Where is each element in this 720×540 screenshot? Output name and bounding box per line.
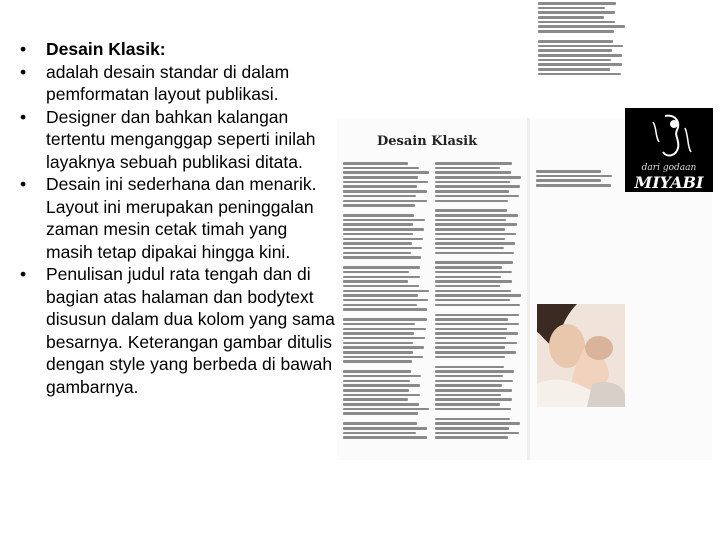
text-line [343,176,418,179]
text-line [435,238,505,241]
text-line [538,59,611,62]
text-line [435,200,508,203]
text-column [343,162,430,441]
text-line [435,342,517,345]
bullet-text: Penulisan judul rata tengah dan di bagian atas halaman dan bodytext disusun dalam dua kolom yang sama besarnya. Keterangan gambar ditulis dengan style yang berbeda di bawah gambarnya. [46,264,335,397]
text-line [343,261,430,264]
text-line [435,290,511,293]
text-line [538,30,614,33]
text-line [343,346,424,349]
text-line [343,247,422,250]
text-line [435,380,513,383]
text-line [343,204,415,207]
text-line [435,233,516,236]
text-line [435,408,511,411]
text-line [435,219,506,222]
text-line [538,63,622,66]
text-line [435,214,518,217]
bullet-text: Designer dan bahkan kalangan tertentu menganggap seperti inilah layaknya sebuah publikasi ditata. [46,106,316,172]
text-line [435,190,509,193]
text-line [435,247,504,250]
text-line [343,342,413,345]
text-line [343,200,427,203]
text-line [538,49,612,52]
text-line [435,318,508,321]
text-line [343,162,408,165]
text-line [435,332,518,335]
text-line [435,185,520,188]
text-line [343,280,408,283]
text-line [343,252,411,255]
text-line [435,412,522,415]
text-line [435,323,519,326]
text-line [435,304,520,307]
logo-graphic [625,108,713,192]
text-line [343,427,427,430]
text-line [343,228,424,231]
logo-tagline: dari godaan [641,163,697,173]
text-line [435,223,517,226]
text-line [538,11,615,14]
text-line [435,436,508,439]
text-line [343,328,426,331]
text-line [343,384,420,387]
text-line [343,233,413,236]
text-line [435,228,505,231]
text-line [343,360,412,363]
text-line [435,427,509,430]
text-line [435,375,503,378]
text-line [343,351,413,354]
text-line [435,351,516,354]
text-line [435,432,519,435]
text-line [343,412,418,415]
text-line [435,162,512,165]
text-line [343,190,427,193]
text-line [343,308,427,311]
text-line [343,290,429,293]
bullet-item-layout [18,263,338,398]
text-line [435,389,512,392]
text-line [343,266,420,269]
text-line [343,380,410,383]
bullet-text: Desain ini sederhana dan menarik. Layout ini merupakan peninggalan zaman mesin cetak timah yang masih tetap dipakai hingga kini. [46,174,317,262]
bullet-item-definition [18,61,338,106]
text-line [343,408,429,411]
text-line [435,356,505,359]
text-line [435,403,500,406]
text-line [435,167,500,170]
bullet-text: Desain Klasik: [46,39,166,59]
text-line [538,21,615,24]
bullet-icon: • [20,39,27,59]
bullet-icon: • [20,174,27,194]
text-line [435,346,505,349]
text-line [435,209,507,212]
text-line [343,214,414,217]
text-line [343,238,423,241]
text-line [343,318,427,321]
text-line [343,337,425,340]
text-line [536,184,611,187]
text-line [435,398,512,401]
text-line [343,375,421,378]
text-line [343,323,415,326]
bullet-icon: • [20,61,27,82]
text-line [435,276,501,279]
text-line [435,422,520,425]
text-line [435,271,512,274]
text-line [343,223,413,226]
text-line [435,299,510,302]
text-line [343,365,430,368]
text-line [343,195,416,198]
text-line [343,356,423,359]
text-line [435,195,519,198]
text-line [536,170,601,173]
mother-baby-photo [537,304,625,407]
text-line [435,285,500,288]
text-line [538,40,613,43]
text-column [435,162,522,441]
text-line [435,171,511,174]
text-line [343,271,409,274]
text-line [343,185,417,188]
bullet-item-designer [18,106,338,174]
text-line [435,242,515,245]
text-line [343,276,420,279]
page-title: Desain Klasik [377,134,478,149]
text-line [538,35,626,38]
text-line [435,261,513,264]
text-line [435,394,501,397]
text-line [343,181,428,184]
text-line [538,45,623,48]
text-line [343,219,425,222]
logo-wordmark: MIYABI [634,173,704,192]
text-line [435,314,519,317]
bullet-text: adalah desain standar di dalam pemformatan layout publikasi. [46,61,290,104]
photo-image [537,304,625,407]
text-line [435,370,514,373]
text-line [343,209,430,212]
text-line [538,73,621,76]
text-line [343,422,417,425]
text-line [435,384,502,387]
text-line [435,308,522,311]
text-line [435,328,507,331]
text-line [435,204,522,207]
text-line [435,337,506,340]
text-column [536,170,622,189]
text-line [435,294,521,297]
text-column [538,2,626,78]
text-line [435,181,510,184]
text-line [343,417,430,420]
text-line [435,366,504,369]
text-line [435,266,502,269]
text-line [343,294,418,297]
text-line [435,256,522,259]
text-line [343,313,430,316]
text-line [343,389,409,392]
miyabi-logo [625,108,713,192]
text-line [343,256,421,259]
text-line [343,436,427,439]
text-line [538,25,625,28]
text-line [343,403,419,406]
text-line [538,2,616,5]
text-line [343,398,408,401]
text-line [343,242,412,245]
bullet-item-title [18,38,338,61]
text-line [435,280,512,283]
text-line [343,167,419,170]
text-line [536,175,612,178]
text-line [343,299,428,302]
bullet-icon: • [20,106,27,127]
text-line [538,7,605,10]
text-line [435,252,514,255]
text-line [538,54,622,57]
bullet-icon: • [20,264,27,284]
text-line [435,176,521,179]
text-line [343,370,411,373]
text-line [435,360,522,363]
text-line [538,68,610,71]
bullet-list [18,38,338,398]
text-line [343,304,417,307]
text-line [343,432,416,435]
text-line [343,332,414,335]
left-page [337,118,527,460]
text-line [538,16,604,19]
text-line [343,171,429,174]
text-line [343,285,419,288]
text-line [343,394,420,397]
text-line [435,418,510,421]
text-line [536,179,601,182]
bullet-item-simple [18,173,338,263]
